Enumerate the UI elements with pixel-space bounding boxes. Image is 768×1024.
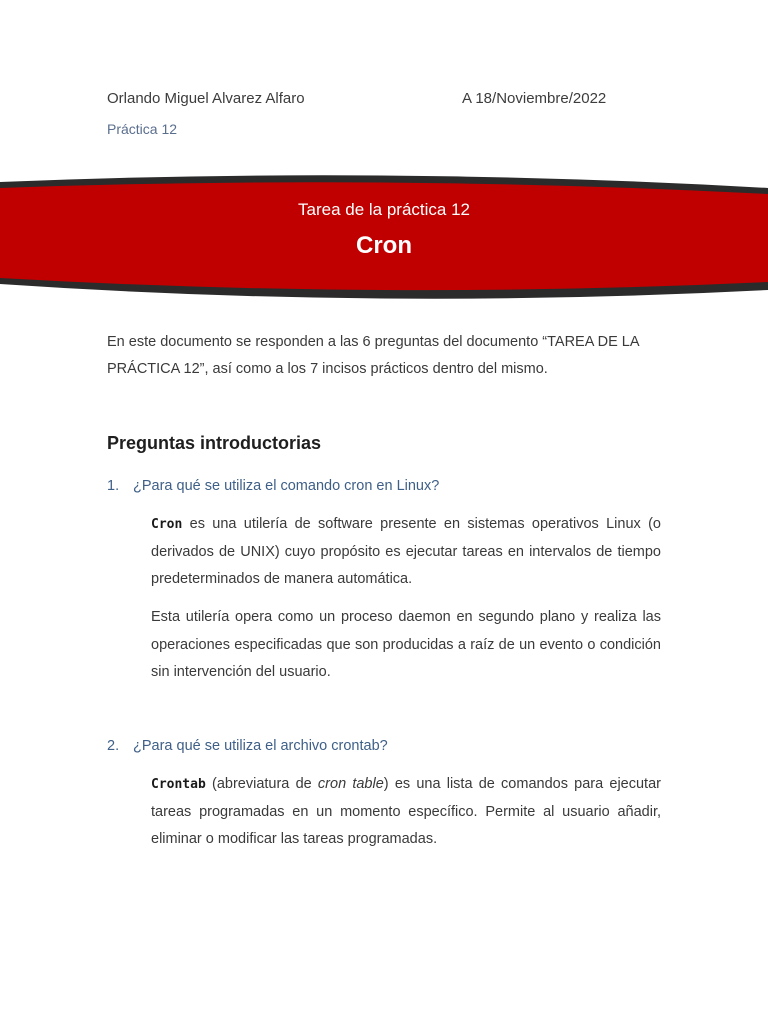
section-heading: Preguntas introductorias bbox=[107, 433, 322, 453]
answer-2-paragraph-1 bbox=[151, 771, 661, 854]
question-1 bbox=[107, 478, 439, 494]
question-text: ¿Para qué se utiliza el archivo crontab? bbox=[133, 738, 388, 754]
practice-subtitle: Práctica 12 bbox=[107, 121, 178, 137]
document-header bbox=[107, 90, 667, 112]
banner-kicker: Tarea de la práctica 12 bbox=[298, 200, 470, 219]
banner-title: Cron bbox=[356, 232, 412, 259]
answer-text: (abreviatura de bbox=[205, 776, 318, 792]
document-date: A 18/Noviembre/2022 bbox=[462, 90, 607, 107]
answer-text: es una utilería de software presente en sistemas operativos Linux (o derivados de UNIX) cuyo propósito es ejecutar tareas en intervalos de tiempo predeterminados de manera automática. bbox=[151, 516, 661, 587]
question-number: 2. bbox=[107, 738, 120, 754]
author-name: Orlando Miguel Alvarez Alfaro bbox=[107, 90, 305, 107]
emphasis-text: cron table bbox=[317, 776, 384, 792]
answer-1-paragraph-1 bbox=[151, 511, 661, 594]
question-2 bbox=[107, 738, 388, 754]
question-text: ¿Para qué se utiliza el comando cron en Linux? bbox=[133, 478, 440, 494]
answer-1-paragraph-2: Esta utilería opera como un proceso daemon en segundo plano y realiza las operaciones especificadas que son producidas a raíz de un evento o condición sin intervención del usuario. bbox=[151, 609, 661, 680]
question-number: 1. bbox=[107, 478, 120, 494]
answer-text: ) es una lista de comandos para ejecutar tareas programadas en un momento específico. Permite al usuario añadir, eliminar o modificar las tareas programadas. bbox=[151, 776, 661, 847]
intro-paragraph: En este documento se responden a las 6 preguntas del documento “TAREA DE LA PRÁCTICA 12”, así como a los 7 incisos prácticos dentro del mismo. bbox=[107, 334, 639, 377]
title-banner bbox=[0, 172, 768, 304]
code-term: Crontab bbox=[151, 777, 206, 792]
code-term: Cron bbox=[151, 517, 183, 532]
